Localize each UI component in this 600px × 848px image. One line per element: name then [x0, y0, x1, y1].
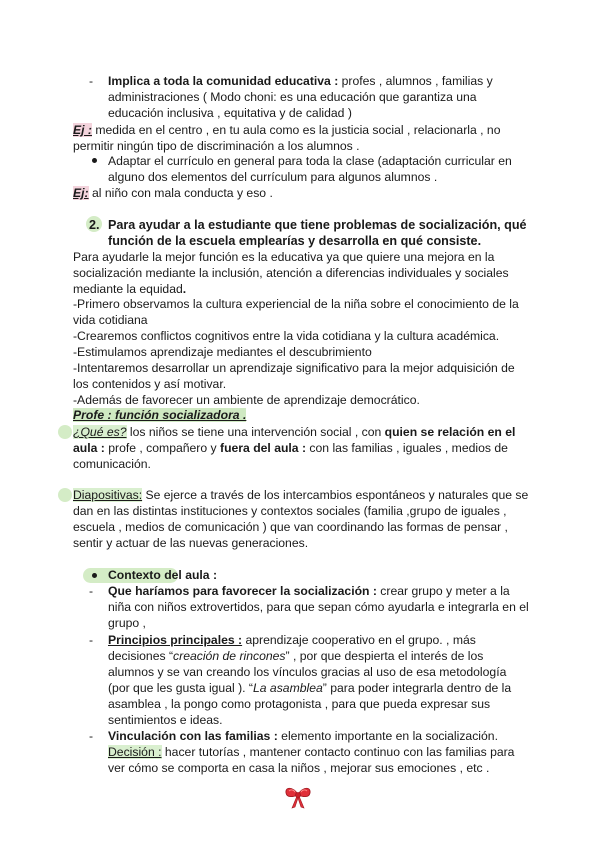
bullet-dot [92, 158, 97, 163]
dash-marker: - [89, 729, 94, 743]
bullet-text: Adaptar el currículo en general para toda la clase (adaptación curricular en [108, 154, 512, 168]
green-marker [58, 425, 72, 439]
step-line: -Además de favorecer un ambiente de aprendizaje democrático. [73, 393, 420, 407]
contexto-heading: Contexto del aula : [108, 568, 218, 582]
step-line: vida cotidiana [73, 313, 148, 327]
que-es-line: comunicación. [73, 457, 151, 471]
step-line: los contenidos y así motivar. [73, 377, 227, 391]
diapositivas-line: escuela , medios de comunicación ) que van coordinando las formas de pensar , [73, 520, 508, 534]
paragraph-line: Para ayudarle la mejor función es la educativa ya que quiere una mejora en la [73, 250, 495, 264]
contexto-item: Que haríamos para favorecer la socialización : crear grupo y meter a la [108, 584, 510, 598]
example-line: Ej: al niño con mala conducta y eso . [73, 186, 273, 200]
step-line: -Intentaremos desarrollar un aprendizaje significativo para la mejor adquisición de [73, 361, 515, 375]
contexto-item: alumnos y se van creando los vínculos gracias al uso de esa metodología [108, 665, 507, 679]
contexto-item: Principios principales : aprendizaje cooperativo en el grupo. , más [108, 633, 476, 647]
contexto-item: Vinculación con las familias : elemento importante en la socialización. [108, 729, 498, 743]
bow-icon [283, 784, 313, 810]
diapositivas-line: Diapositivas: Se ejerce a través de los intercambios espontáneos y naturales que se [73, 488, 529, 502]
contexto-item: ver cómo se comporta en casa la niños , mejorar sus emociones , etc . [108, 761, 490, 775]
contexto-item: sentimientos e ideas. [108, 713, 223, 727]
section-title: Para ayudar a la estudiante que tiene problemas de socialización, qué [108, 218, 527, 232]
contexto-item: (por que les gusta igual ). “La asamblea” para poder integrarla dentro de la [108, 681, 512, 695]
text-line: educación inclusiva , equitativa y de calidad ) [108, 106, 352, 120]
contexto-item: grupo , [108, 616, 146, 630]
paragraph-line: mediante la equidad. [73, 282, 187, 296]
que-es-label: ¿Qué es? [73, 425, 127, 439]
text-line: Implica a toda la comunidad educativa : profes , alumnos , familias y [108, 74, 493, 88]
contexto-item: niña con niños extrovertidos, para que sepan cómo ayudarla e integrarla en el [108, 600, 529, 614]
diapositivas-line: dan en las distintas instituciones y contextos sociales (familia ,grupo de iguales , [73, 504, 507, 518]
que-es-line: aula : profe , compañero y fuera del aula : con las familias , iguales , medios de [73, 441, 508, 455]
diapositivas-line: sentir y actuar de las nuevas generaciones. [73, 536, 309, 550]
dash-marker: - [89, 584, 94, 598]
diapositivas-label: Diapositivas: [73, 488, 143, 502]
dash-marker: - [89, 74, 94, 88]
profe-heading: Profe : función socializadora . [73, 408, 247, 422]
decision-label: Decisión : [108, 745, 162, 759]
step-line: -Estimulamos aprendizaje mediantes el descubrimiento [73, 345, 372, 359]
contexto-item: Decisión : hacer tutorías , mantener contacto continuo con las familias para [108, 745, 515, 759]
example-line: Ej : medida en el centro , en tu aula como es la justicia social , relacionarla , no [73, 123, 501, 137]
dash-marker: - [89, 633, 94, 647]
example-label: Ej: [73, 186, 89, 200]
text-line: administraciones ( Modo choni: es una educación que garantiza una [108, 90, 477, 104]
text-line: permitir ningún tipo de discriminación a los alumnos . [73, 139, 360, 153]
section-title: función de la escuela emplearías y desarrolla en qué consiste. [108, 234, 482, 248]
contexto-item: asamblea , la pongo como protagonista , para que pueda expresar sus [108, 697, 491, 711]
que-es-line: ¿Qué es? los niños se tiene una intervención social , con quien se relación en el [73, 425, 516, 439]
contexto-item: decisiones “creación de rincones” , por que despierta el interés de los [108, 649, 484, 663]
bullet-text: alguno dos elementos del currículum para algunos alumnos . [108, 170, 438, 184]
paragraph-line: socialización mediante la inclusión, atención a diferencias individuales y sociales [73, 266, 509, 280]
step-line: -Primero observamos la cultura experiencial de la niña sobre el conocimiento de la [73, 297, 519, 311]
bullet-dot [92, 573, 97, 578]
section-number: 2. [89, 218, 100, 232]
green-marker [58, 488, 72, 502]
example-label: Ej : [73, 123, 92, 137]
step-line: -Crearemos conflictos cognitivos entre la vida cotidiana y la cultura académica. [73, 329, 500, 343]
